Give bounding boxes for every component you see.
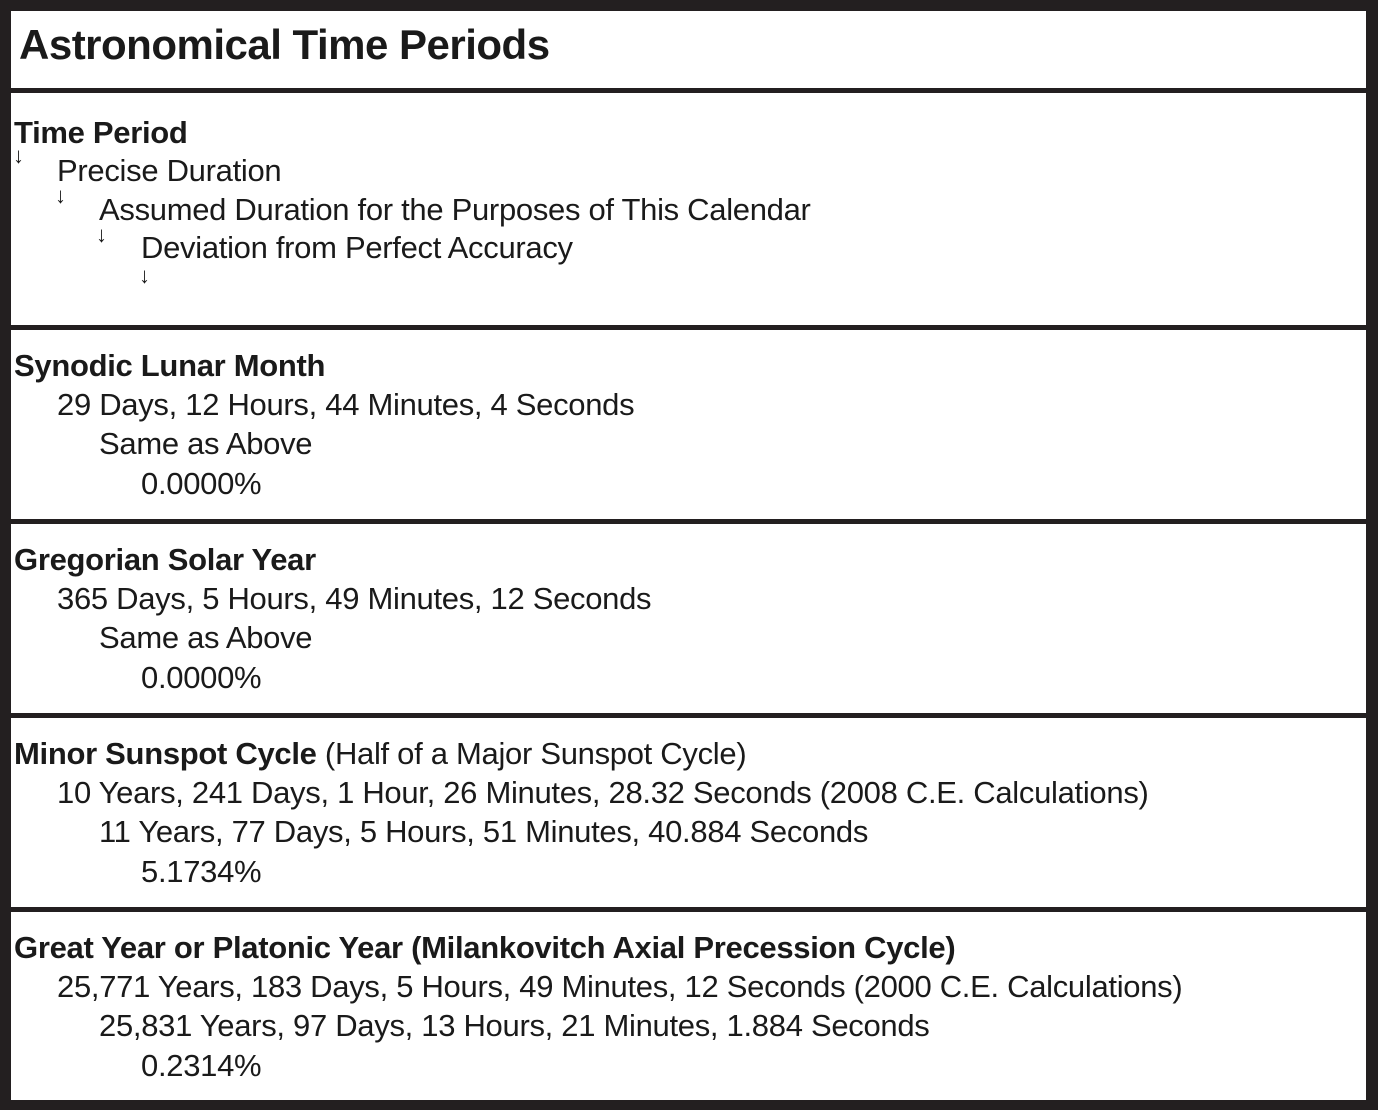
assumed-duration: Same as Above: [99, 426, 313, 461]
deviation: 0.0000%: [141, 466, 262, 501]
assumed-duration: Same as Above: [99, 620, 313, 655]
arrow-down-icon: ↓: [13, 143, 24, 168]
time-period-title: Minor Sunspot Cycle: [14, 736, 317, 771]
time-period-title: Gregorian Solar Year: [14, 542, 316, 577]
page-title: Astronomical Time Periods: [19, 21, 550, 68]
time-period-name: [14, 542, 316, 578]
table-row: [11, 524, 1366, 713]
legend-assumed-duration: Assumed Duration for the Purposes of This Calendar: [99, 192, 811, 227]
time-period-name: [14, 736, 746, 772]
arrow-down-icon: ↓: [139, 263, 150, 288]
legend-deviation: Deviation from Perfect Accuracy: [141, 230, 573, 265]
deviation: 0.2314%: [141, 1048, 262, 1083]
precise-duration: 25,771 Years, 183 Days, 5 Hours, 49 Minutes, 12 Seconds (2000 C.E. Calculations): [57, 969, 1183, 1004]
precise-duration: 10 Years, 241 Days, 1 Hour, 26 Minutes, 28.32 Seconds (2008 C.E. Calculations): [57, 775, 1149, 810]
precise-duration: 365 Days, 5 Hours, 49 Minutes, 12 Seconds: [57, 581, 652, 616]
assumed-duration: 25,831 Years, 97 Days, 13 Hours, 21 Minutes, 1.884 Seconds: [99, 1008, 930, 1043]
legend-time-period: Time Period: [14, 115, 188, 150]
table-row: [11, 912, 1366, 1100]
legend-precise-duration: Precise Duration: [57, 153, 282, 188]
arrow-down-icon: ↓: [55, 183, 66, 208]
arrow-down-icon: ↓: [96, 222, 107, 247]
deviation: 5.1734%: [141, 854, 262, 889]
time-period-title: Great Year or Platonic Year (Milankovitch Axial Precession Cycle): [14, 930, 956, 965]
deviation: 0.0000%: [141, 660, 262, 695]
time-period-name: [14, 930, 955, 966]
assumed-duration: 11 Years, 77 Days, 5 Hours, 51 Minutes, 40.884 Seconds: [99, 814, 869, 849]
table-row: [11, 330, 1366, 519]
table: [11, 11, 1366, 1100]
legend-cell: [11, 93, 1366, 325]
precise-duration: 29 Days, 12 Hours, 44 Minutes, 4 Seconds: [57, 387, 635, 422]
title-cell: [11, 11, 1366, 88]
time-period-name: [14, 348, 325, 384]
time-period-note: (Half of a Major Sunspot Cycle): [316, 736, 747, 771]
table-row: [11, 718, 1366, 907]
time-period-title: Synodic Lunar Month: [14, 348, 326, 383]
